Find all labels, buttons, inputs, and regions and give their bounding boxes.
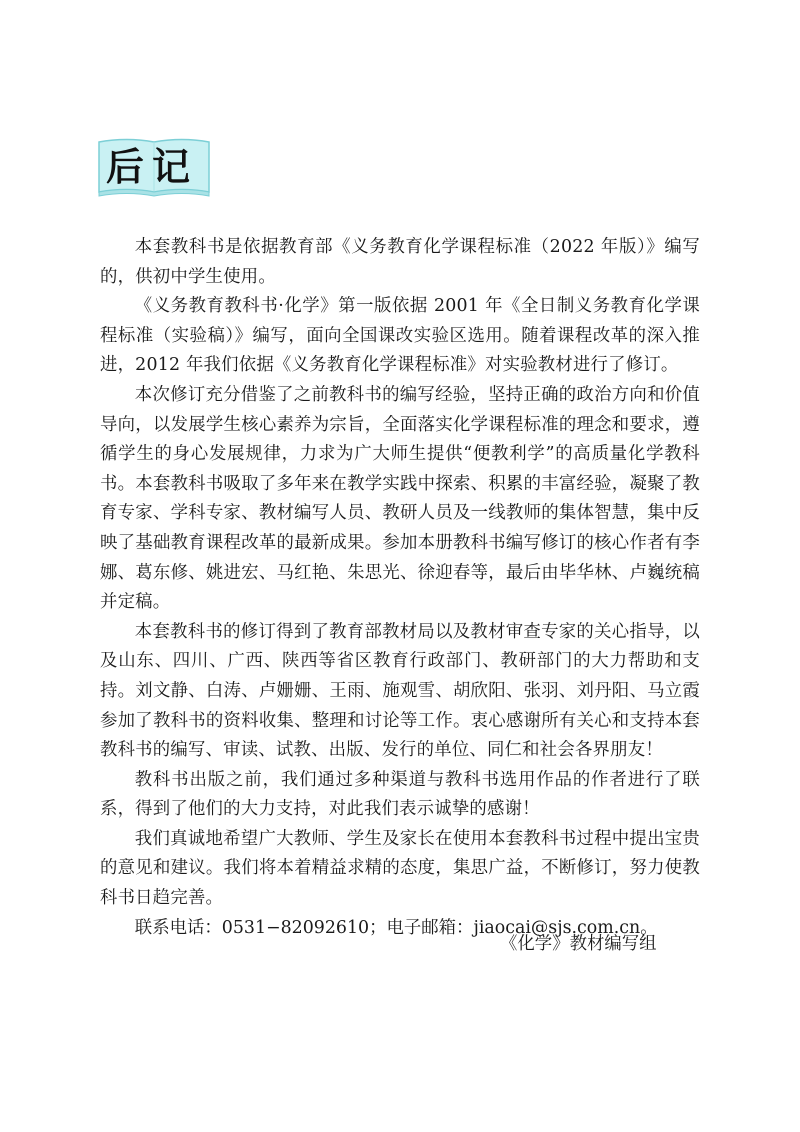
paragraph-2: 《义务教育教科书·化学》第一版依据 2001 年《全日制义务教育化学课程标准（实验稿）》编写，面向全国课改实验区选用。随着课程改革的深入推进，2012 年我们依据《义务教育化学课程标准》对实验教材进行了修订。 (100, 296, 700, 376)
signature: 《化学》教材编写组 (500, 934, 657, 954)
title-badge (96, 136, 212, 198)
contact-line: 联系电话：0531−82092610；电子邮箱：jiaocai@sjs.com.cn。 (134, 917, 658, 938)
paragraph-3: 本次修订充分借鉴了之前教科书的编写经验，坚持正确的政治方向和价值导向，以发展学生核心素养为宗旨，全面落实化学课程标准的理念和要求，遵循学生的身心发展规律，力求为广大师生提供“便教利学”的高质量化学教科书。本套教科书吸取了多年来在教学实践中探索、积累的丰富经验，凝聚了教育专家、学科专家、教材编写人员、教研人员及一线教师的集体智慧，集中反映了基础教育课程改革的最新成果。参加本册教科书编写修订的核心作者有李娜、葛东修、姚进宏、马红艳、朱思光、徐迎春等，最后由毕华林、卢巍统稿并定稿。 (100, 384, 700, 613)
body-text (100, 233, 700, 943)
page-title: 后记 (106, 145, 199, 189)
paragraph-5: 教科书出版之前，我们通过多种渠道与教科书选用作品的作者进行了联系，得到了他们的大力支持，对此我们表示诚挚的感谢！ (100, 769, 700, 820)
paragraph-6: 我们真诚地希望广大教师、学生及家长在使用本套教科书过程中提出宝贵的意见和建议。我们将本着精益求精的态度，集思广益，不断修订，努力使教科书日趋完善。 (100, 828, 700, 909)
paragraph-1: 本套教科书是依据教育部《义务教育化学课程标准（2022 年版）》编写的，供初中学生使用。 (100, 237, 700, 287)
paragraph-4: 本套教科书的修订得到了教育部教材局以及教材审查专家的关心指导，以及山东、四川、广西、陕西等省区教育行政部门、教研部门的大力帮助和支持。刘文静、白涛、卢姗姗、王雨、施观雪、胡欣阳、张羽、刘丹阳、马立霞参加了教科书的资料收集、整理和讨论等工作。衷心感谢所有关心和支持本套教科书的编写、审读、试教、出版、发行的单位、同仁和社会各界朋友！ (100, 621, 700, 761)
